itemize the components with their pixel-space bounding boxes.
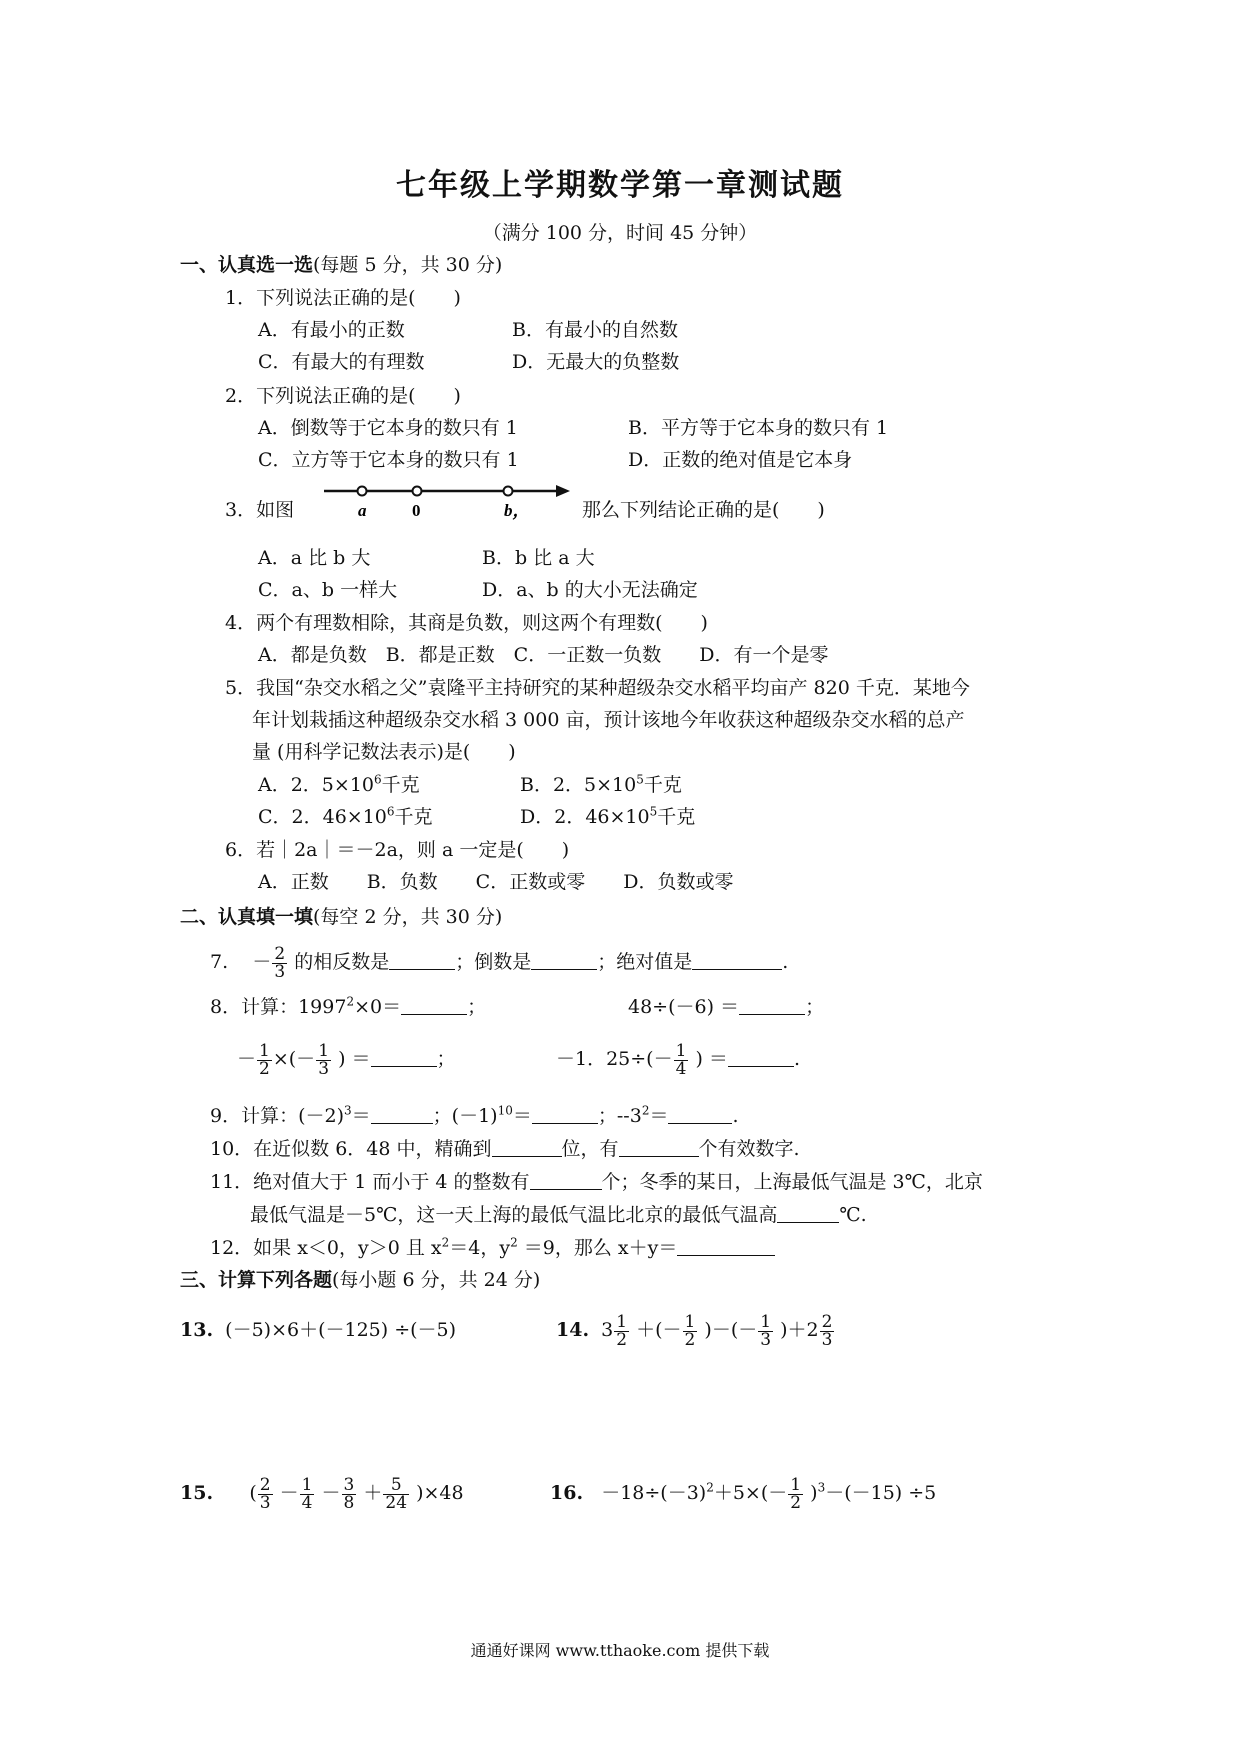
q5-option-d: D．2．$46\times 10^5$千克	[520, 804, 696, 828]
q8-part-2: 48÷(－6) ＝ ；	[628, 996, 825, 1018]
point-b	[504, 487, 513, 496]
q3-option-a: A．a 比 b 大	[258, 547, 371, 569]
section-1-heading	[180, 253, 502, 277]
blank	[777, 1204, 839, 1223]
q3-option-b: B．b 比 a 大	[482, 547, 595, 569]
q15-line: 15. ( $\frac{2}{3}$ － $\frac{1}{4}$ － $\frac{3}{8}$ ＋ $\frac{5}{24}$ )×48	[180, 1474, 464, 1513]
q8-part-4: －1．25÷(－ $\frac{1}{4}$ ) ＝ .	[556, 1040, 800, 1079]
section-3-title: 三、计算下列各题	[180, 1269, 333, 1291]
q2-option-d: D．正数的绝对值是它本身	[628, 449, 853, 471]
fraction: $\frac{5}{24}$	[385, 1474, 408, 1513]
blank	[530, 1171, 602, 1190]
q8-part-1: 8．计算：$1997^2\times 0=$ ；	[210, 994, 487, 1018]
fraction: $\frac{1}{2}$	[684, 1311, 696, 1350]
point-a	[358, 487, 367, 496]
q4-options: A．都是负数 B．都是正数 C．一正数一负数 D．有一个是零	[258, 644, 829, 666]
q3-option-c: C．a、b 一样大	[258, 579, 398, 601]
q1-option-b: B．有最小的自然数	[512, 319, 678, 341]
q3-suffix: 那么下列结论正确的是( )	[582, 499, 825, 521]
q2-option-b: B．平方等于它本身的数只有 1	[628, 417, 889, 439]
section-2-title: 二、认真填一填	[180, 906, 314, 928]
fraction: $\frac{1}{3}$	[318, 1040, 330, 1079]
q11-line-2: 最低气温是－5℃，这一天上海的最低气温比北京的最低气温高 ℃.	[250, 1204, 867, 1226]
fraction: $\frac{1}{2}$	[259, 1040, 270, 1079]
blank	[739, 996, 805, 1015]
q8-part-3: － $\frac{1}{2}$ ×(－ $\frac{1}{3}$ ) ＝ ；	[237, 1040, 456, 1079]
q3-prefix: 3．如图	[225, 499, 295, 521]
fraction: $\frac{3}{8}$	[343, 1474, 355, 1513]
fraction: $\frac{2}{3}$	[274, 943, 286, 982]
q5-option-a: A．2．$5\times 10^6$千克	[258, 772, 420, 796]
fraction: $\frac{1}{4}$	[301, 1474, 313, 1513]
blank	[677, 1237, 775, 1256]
q5-option-c: C．2．$46\times 10^6$千克	[258, 804, 433, 828]
q4-stem: 4．两个有理数相除，其商是负数，则这两个有理数( )	[225, 612, 708, 634]
page-footer: 通通好课网 www.tthaoke.com 提供下载	[470, 1641, 770, 1660]
q11-line-1: 11．绝对值大于 1 而小于 4 的整数有 个；冬季的某日，上海最低气温是 3℃，北京	[210, 1171, 983, 1193]
q5-line-1: 5．我国“杂交水稻之父”袁隆平主持研究的某种超级杂交水稻平均亩产 820 千克．某地今	[225, 677, 970, 699]
q10-line: 10．在近似数 6．48 中，精确到 位，有 个有效数字.	[210, 1138, 800, 1160]
blank	[371, 1048, 437, 1067]
fraction: $\frac{1}{3}$	[760, 1311, 772, 1350]
q6-options: A．正数 B．负数 C．正数或零 D．负数或零	[258, 871, 734, 893]
q14-line: 14. 3 $\frac{1}{2}$ ＋(－ $\frac{1}{2}$ )－(－ $\frac{1}{3}$ )＋2 $\frac{2}{3}$	[556, 1311, 833, 1350]
section-3-heading	[180, 1268, 540, 1292]
q12-line: 12．如果 x＜0，y＞0 且 $x^2=4$，$y^2 =9$，那么 x＋y＝	[210, 1236, 775, 1260]
q1-option-d: D．无最大的负整数	[512, 351, 680, 373]
fraction: $\frac{2}{3}$	[821, 1311, 833, 1350]
blank	[728, 1048, 794, 1067]
q9-line: 9．计算：$(-2)^3=$ ；$(-1)^{10}=$ ；$--3^2=$ .	[210, 1103, 739, 1127]
q5-option-b: B．2．$5\times 10^5$千克	[520, 772, 682, 796]
blank	[389, 951, 455, 970]
q1-option-c: C．有最大的有理数	[258, 351, 425, 373]
q5-line-2: 年计划栽插这种超级杂交水稻 3 000 亩，预计该地今年收获这种超级杂交水稻的总产	[252, 709, 965, 731]
point-zero	[413, 487, 422, 496]
fraction: $\frac{1}{4}$	[675, 1040, 687, 1079]
q1-stem: 1．下列说法正确的是( )	[225, 287, 461, 309]
blank	[619, 1138, 699, 1157]
q7-line: 7. － $\frac{2}{3}$ 的相反数是 ；倒数是 ；绝对值是 .	[210, 943, 789, 982]
q16-line: 16. $-18\div(-3)^2+5\times(-$ $\frac{1}{2}$ )$^3$－(－15) ÷5	[550, 1474, 937, 1513]
fraction: $\frac{1}{2}$	[790, 1474, 802, 1513]
label-a: a	[358, 501, 367, 520]
label-zero: 0	[412, 501, 421, 520]
blank	[532, 1105, 598, 1124]
blank	[668, 1105, 732, 1124]
label-b: b，	[504, 501, 530, 520]
blank	[401, 996, 467, 1015]
section-1-note: (每题 5 分，共 30 分)	[313, 254, 503, 276]
blank	[371, 1105, 433, 1124]
page-title: 七年级上学期数学第一章测试题	[396, 168, 844, 203]
q5-line-3: 量 (用科学记数法表示)是( )	[252, 741, 516, 763]
fraction: $\frac{1}{2}$	[616, 1311, 628, 1350]
section-2-note: (每空 2 分，共 30 分)	[313, 906, 503, 928]
number-line-diagram	[320, 482, 570, 522]
arrow-right-icon	[556, 485, 570, 497]
q2-stem: 2．下列说法正确的是( )	[225, 385, 461, 407]
q2-option-c: C．立方等于它本身的数只有 1	[258, 449, 519, 471]
q1-option-a: A．有最小的正数	[258, 319, 405, 341]
blank	[492, 1138, 562, 1157]
q2-option-a: A．倒数等于它本身的数只有 1	[258, 417, 518, 439]
q13-line: 13. (－5)×6＋(－125) ÷(－5)	[180, 1319, 457, 1341]
q3-option-d: D．a、b 的大小无法确定	[482, 579, 698, 601]
fraction: $\frac{2}{3}$	[259, 1474, 271, 1513]
section-3-note: (每小题 6 分，共 24 分)	[332, 1269, 541, 1291]
blank	[692, 951, 782, 970]
page-subtitle: （满分 100 分，时间 45 分钟）	[482, 222, 758, 244]
section-2-heading	[180, 905, 502, 929]
section-1-title: 一、认真选一选	[180, 254, 314, 276]
blank	[531, 951, 597, 970]
q6-stem: 6．若｜2a｜＝－2a，则 a 一定是( )	[225, 839, 570, 861]
